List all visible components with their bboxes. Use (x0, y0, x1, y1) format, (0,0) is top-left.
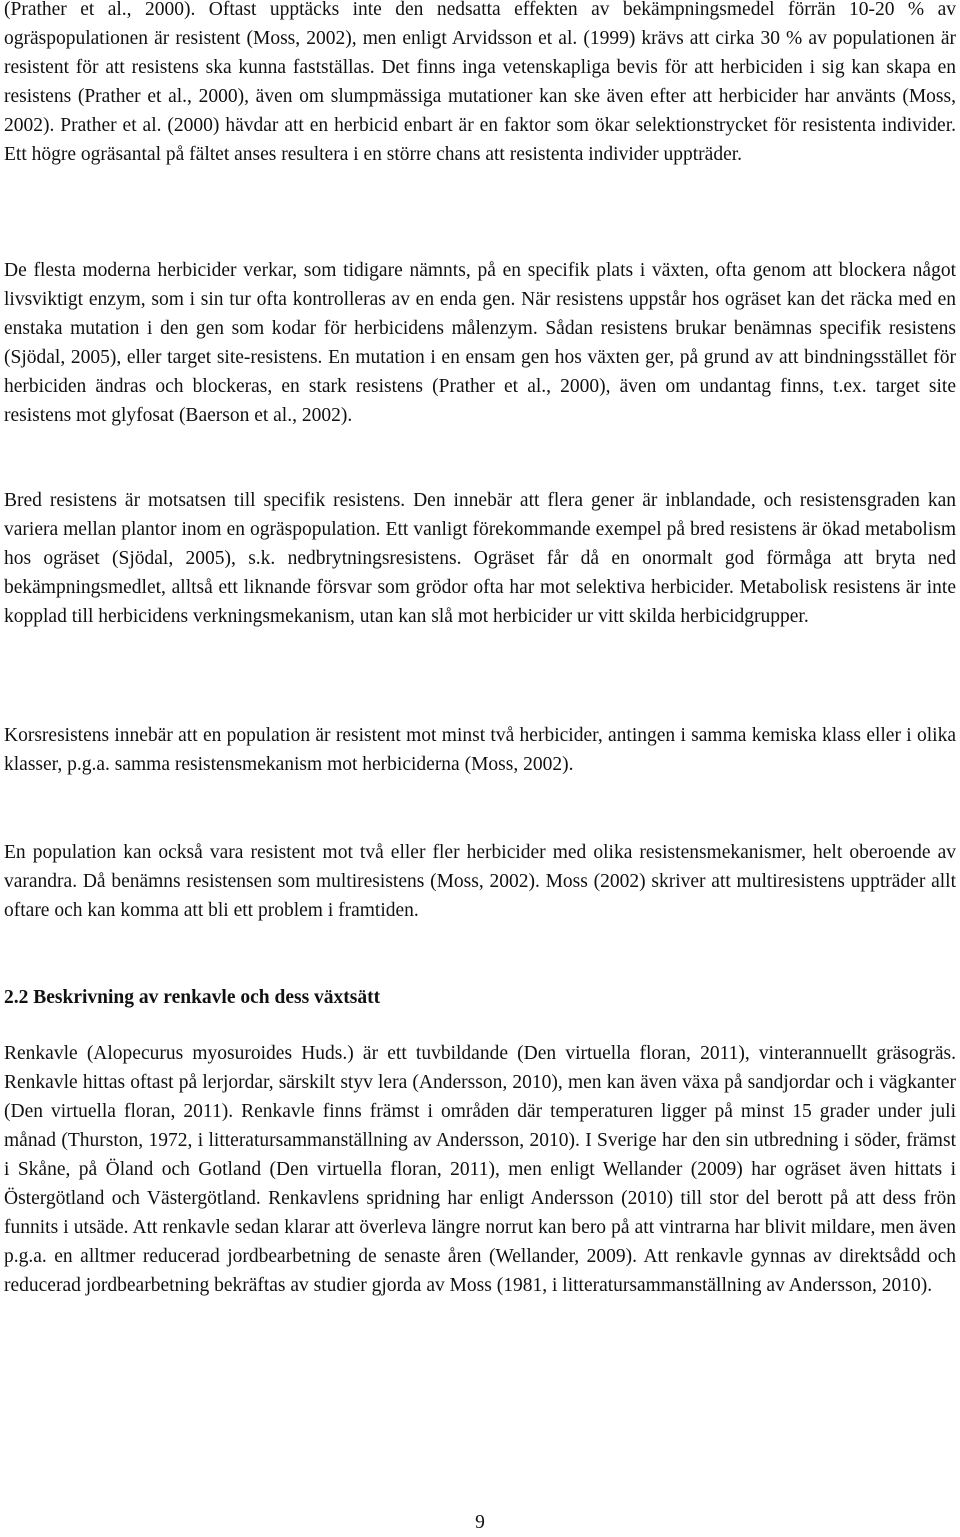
body-paragraph: Renkavle (Alopecurus myosuroides Huds.) är ett tuvbildande (Den virtuella floran, 2011), vinterannuellt gräsogräs. Renkavle hittas oftast på lerjordar, särskilt styv lera (Andersson, 2010), men kan även växa på sandjordar och i vägkanter (Den virtuella floran, 2011). Renkavle finns främst i områden där temperaturen ligger på minst 15 grader under juli månad (Thurston, 1972, i litteratursammanställning av Andersson, 2010). I Sverige har den sin utbredning i söder, främst i Skåne, på Öland och Gotland (Den virtuella floran, 2011), men enligt Wellander (2009) har ogräset även hittats i Östergötland och Västergötland. Renkavlens spridning har enligt Andersson (2010) till stor del berott på att dess frön funnits i utsäde. Att renkavle sedan klarar att överleva längre norrut kan bero på att vintrarna har blivit mildare, men även p.g.a. en alltmer reducerad jordbearbetning de senaste åren (Wellander, 2009). Att renkavle gynnas av direktsådd och reducerad jordbearbetning bekräftas av studier gjorda av Moss (1981, i litteratursammanställning av Andersson, 2010). (4, 1043, 956, 1296)
body-paragraph: De flesta moderna herbicider verkar, som tidigare nämnts, på en specifik plats i växten, ofta genom att blockera något livsviktigt enzym, som i sin tur ofta kontrolleras av en enda gen. När resistens uppstår hos ogräset kan det räcka med en enstaka mutation i den gen som kodar för herbicidens målenzym. Sådan resistens brukar benämnas specifik resistens (Sjödal, 2005), eller target site-resistens. En mutation i en ensam gen hos växten ger, på grund av att bindningsstället för herbiciden ändras och blockeras, en stark resistens (Prather et al., 2000), även om undantag finns, t.ex. target site resistens mot glyfosat (Baerson et al., 2002). (4, 260, 956, 426)
body-paragraph: Korsresistens innebär att en population är resistent mot minst två herbicider, antingen i samma kemiska klass eller i olika klasser, p.g.a. samma resistensmekanism mot herbiciderna (Moss, 2002). (4, 725, 956, 775)
body-paragraph: Bred resistens är motsatsen till specifik resistens. Den innebär att flera gener är inblandade, och resistensgraden kan variera mellan plantor inom en ogräspopulation. Ett vanligt förekommande exempel på bred resistens är ökad metabolism hos ogräset (Sjödal, 2005), s.k. nedbrytningsresistens. Ogräset får då en onormalt god förmåga att bryta ned bekämpningsmedlet, alltså ett liknande försvar som grödor ofta har mot selektiva herbicider. Metabolisk resistens är inte kopplad till herbicidens verkningsmekanism, utan kan slå mot herbicider ur vitt skilda herbicidgrupper. (4, 490, 956, 627)
body-paragraph: En population kan också vara resistent mot två eller fler herbicider med olika resistensmekanismer, helt oberoende av varandra. Då benämns resistensen som multiresistens (Moss, 2002). Moss (2002) skriver att multiresistens uppträder allt oftare och kan komma att bli ett problem i framtiden. (4, 842, 956, 921)
section-heading: 2.2 Beskrivning av renkavle och dess växtsätt (4, 987, 381, 1008)
page-number: 9 (475, 1512, 485, 1533)
body-paragraph: (Prather et al., 2000). Oftast upptäcks inte den nedsatta effekten av bekämpningsmedel förrän 10-20 % av ogräspopulationen är resistent (Moss, 2002), men enligt Arvidsson et al. (1999) krävs att cirka 30 % av populationen är resistent för att resistens ska kunna fastställas. Det finns inga vetenskapliga bevis för att herbiciden i sig kan skapa en resistens (Prather et al., 2000), även om slumpmässiga mutationer kan ske även efter att herbicider har använts (Moss, 2002). Prather et al. (2000) hävdar att en herbicid enbart är en faktor som ökar selektionstrycket för resistenta individer. Ett högre ogräsantal på fältet anses resultera i en större chans att resistenta individer uppträder. (4, 0, 956, 165)
